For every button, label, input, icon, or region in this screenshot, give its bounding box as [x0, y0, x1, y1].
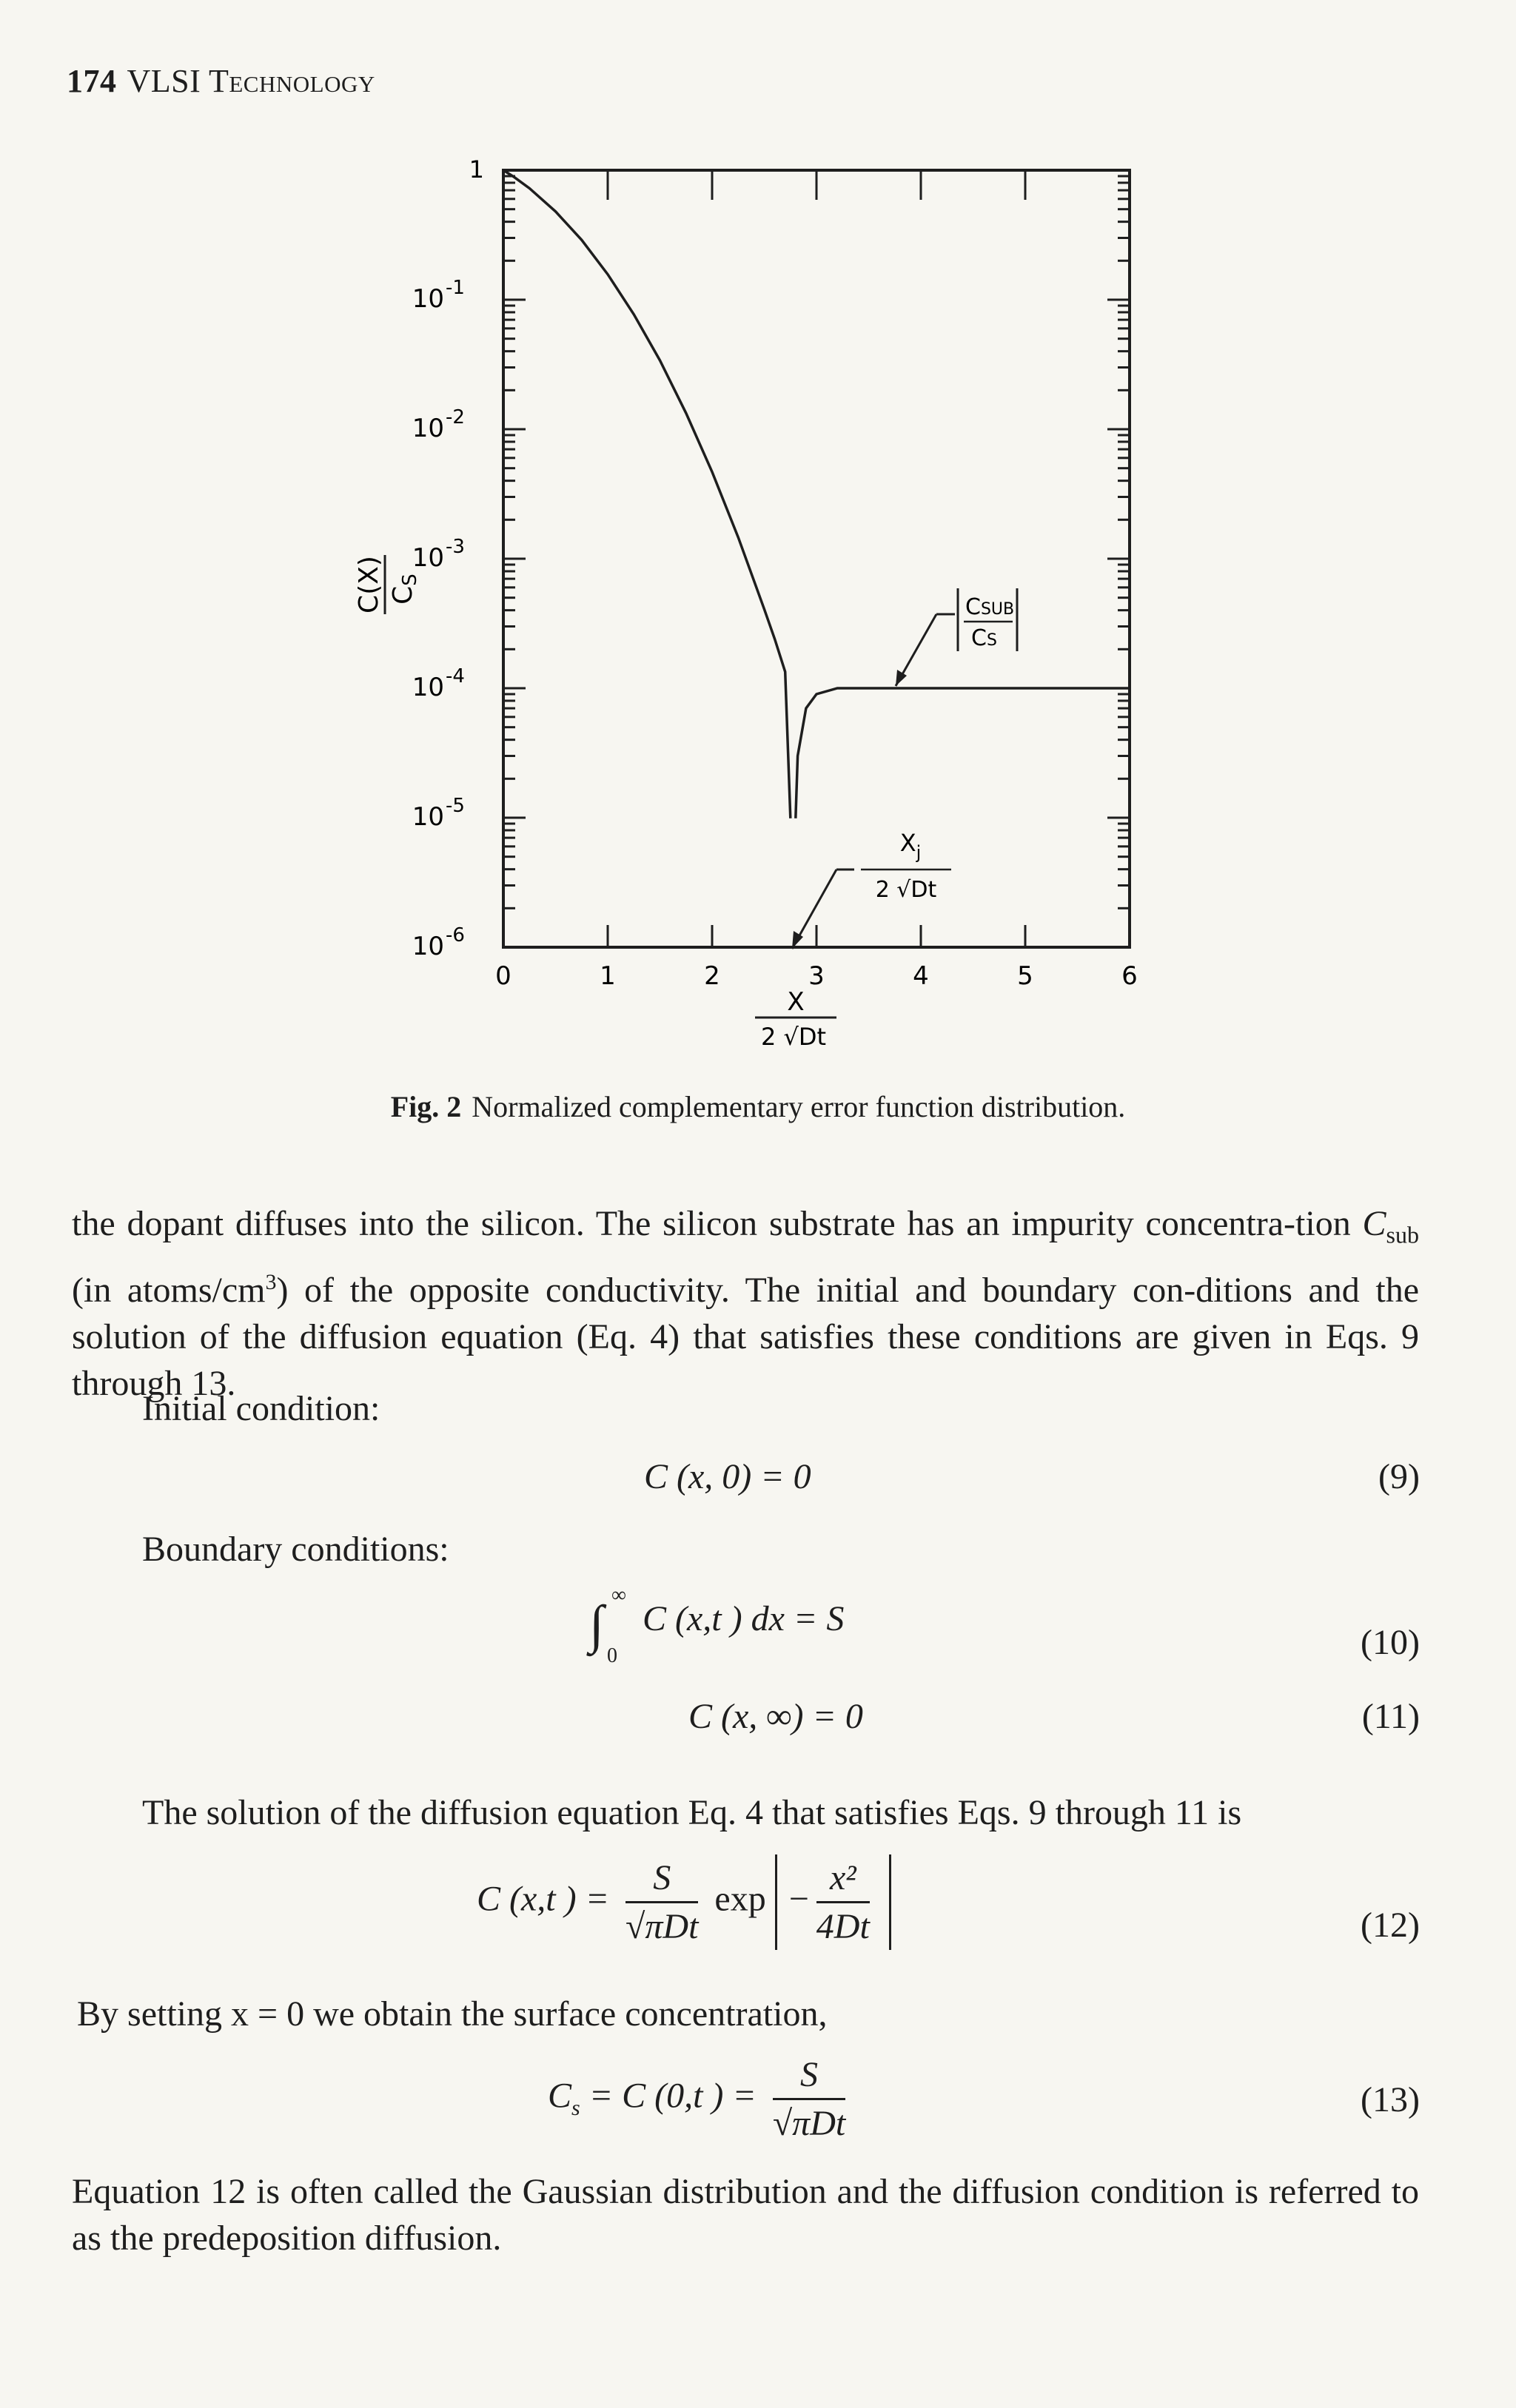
axis-ticks [503, 170, 1130, 947]
plot-frame [503, 170, 1130, 947]
y-tick-label: 10 [412, 673, 444, 702]
figure-caption-label: Fig. 2 [390, 1090, 462, 1123]
eq12-frac-den: √πDt [625, 1907, 699, 1946]
running-title: VLSI Technology [127, 63, 375, 99]
x-tick-label: 3 [808, 961, 825, 991]
eq12-fraction [625, 1857, 698, 1947]
figure-caption-text: Normalized complementary error function distribution. [472, 1090, 1126, 1123]
eq12-inner-den: 4Dt [816, 1907, 870, 1946]
integral-sign [589, 1584, 634, 1667]
curve-series-0 [503, 170, 791, 818]
setting-text-content: By setting x = 0 we obtain the surface concentration, [77, 1994, 828, 2034]
eq13-lhs-sub: s [571, 2096, 580, 2121]
eq13-frac-num: S [773, 2054, 845, 2100]
para1-csub: C [1362, 1204, 1386, 1243]
eq13-lhs: C [548, 2076, 572, 2116]
x-tick-label: 6 [1121, 961, 1138, 991]
body-paragraph-1 [72, 1200, 1419, 1407]
csub-annotation [896, 588, 1017, 686]
equation-13-number: (13) [1361, 2080, 1420, 2119]
boundary-conditions-label: Boundary conditions: [142, 1530, 449, 1569]
body-paragraph-final: Equation 12 is often called the Gaussian distribution and the diffusion condition is referred to as the predeposition diffusion. [72, 2172, 1419, 2258]
setting-text [77, 1994, 827, 2034]
equation-9 [644, 1456, 811, 1497]
para1-text-a: the dopant diffuses into the silicon. The silicon substrate has an impurity concentra-tion [72, 1204, 1363, 1243]
eq12-inner-num: x² [816, 1857, 870, 1903]
equation-12 [477, 1854, 891, 1950]
eq12-inner-fraction [816, 1857, 870, 1947]
xj-numerator: $X_j$ [899, 829, 922, 863]
eq13-frac-den: √πDt [772, 2104, 846, 2143]
y-tick-label-exponent: -5 [446, 795, 465, 817]
x-tick-label: 2 [704, 961, 720, 991]
x-tick-label: 5 [1017, 961, 1033, 991]
y-tick-label-exponent: -6 [446, 924, 465, 946]
y-tick-label: 10 [412, 284, 444, 314]
figure-caption [0, 1089, 1516, 1124]
y-tick-label: 10 [412, 414, 444, 443]
eq11-text: C (x, ∞) = 0 [688, 1697, 863, 1736]
x-tick-labels [495, 961, 1138, 991]
solution-text: The solution of the diffusion equation Eq. 4 that satisfies Eqs. 9 through 11 is [142, 1793, 1242, 1832]
x-axis-label-numerator: X [787, 987, 805, 1017]
x-tick-label: 4 [913, 961, 929, 991]
y-tick-label: 10 [412, 802, 444, 832]
csub-arrowhead [896, 670, 907, 686]
para1-csub-sub: sub [1386, 1221, 1419, 1248]
equation-10 [589, 1584, 845, 1667]
equation-11-number: (11) [1361, 1697, 1420, 1736]
x-axis-label-denominator: 2 √Dt [760, 1023, 827, 1051]
y-tick-label-exponent: -3 [446, 536, 465, 558]
y-tick-label: 10 [412, 543, 444, 573]
csub-numerator: CSUB [965, 594, 1015, 620]
equation-12-number: (12) [1361, 1906, 1420, 1945]
eq12-frac-num: S [625, 1857, 698, 1903]
eq10-text: C (x,t ) dx = S [643, 1599, 845, 1638]
xj-denominator: 2 √Dt [875, 877, 937, 903]
para1-text-b: (in atoms/cm [72, 1270, 266, 1310]
x-tick-label: 1 [600, 961, 616, 991]
eq12-lhs: C (x,t ) = [477, 1879, 610, 1919]
y-tick-label: 10 [412, 932, 444, 961]
initial-condition-label: Initial condition: [142, 1389, 380, 1428]
integral-upper: ∞ [611, 1584, 626, 1607]
y-axis-label [354, 555, 421, 614]
equation-11 [688, 1696, 863, 1737]
integral-lower: 0 [607, 1644, 617, 1667]
para1-text-c: ) of the opposite conductivity. The initial and boundary con-ditions and the solution of the diffusion equation (Eq. 4) that satisfies these conditions are given in Eqs. 9 through 13. [72, 1270, 1420, 1403]
y-tick-label: 1 [469, 155, 484, 184]
eq12-minus: − [788, 1879, 809, 1919]
eq12-exp: exp [714, 1879, 766, 1919]
x-axis-label [755, 987, 836, 1051]
y-axis-label-numerator: C(X) [354, 556, 384, 613]
y-axis-label-denominator: CS [388, 574, 421, 605]
x-tick-label: 0 [495, 961, 512, 991]
csub-denominator: CS [971, 625, 997, 651]
eq12-bracket [775, 1854, 891, 1950]
curve-series-1 [796, 688, 1130, 818]
equation-10-number: (10) [1361, 1623, 1420, 1662]
eq9-text: C (x, 0) = 0 [644, 1457, 811, 1496]
y-tick-label-exponent: -1 [446, 277, 465, 299]
y-tick-labels [412, 155, 484, 961]
para1-sup: 3 [265, 1269, 277, 1294]
integral-glyph: ∫ [589, 1595, 604, 1654]
equation-13 [548, 2054, 853, 2144]
equation-9-number: (9) [1378, 1457, 1420, 1496]
eq13-fraction [773, 2054, 845, 2144]
page-number: 174 [67, 63, 117, 99]
eq13-mid: = C (0,t ) = [580, 2076, 757, 2116]
running-header [67, 62, 375, 100]
curves [503, 170, 1130, 818]
y-tick-label-exponent: -2 [446, 406, 465, 428]
y-tick-label-exponent: -4 [446, 665, 465, 687]
erfc-figure [318, 141, 1207, 1073]
